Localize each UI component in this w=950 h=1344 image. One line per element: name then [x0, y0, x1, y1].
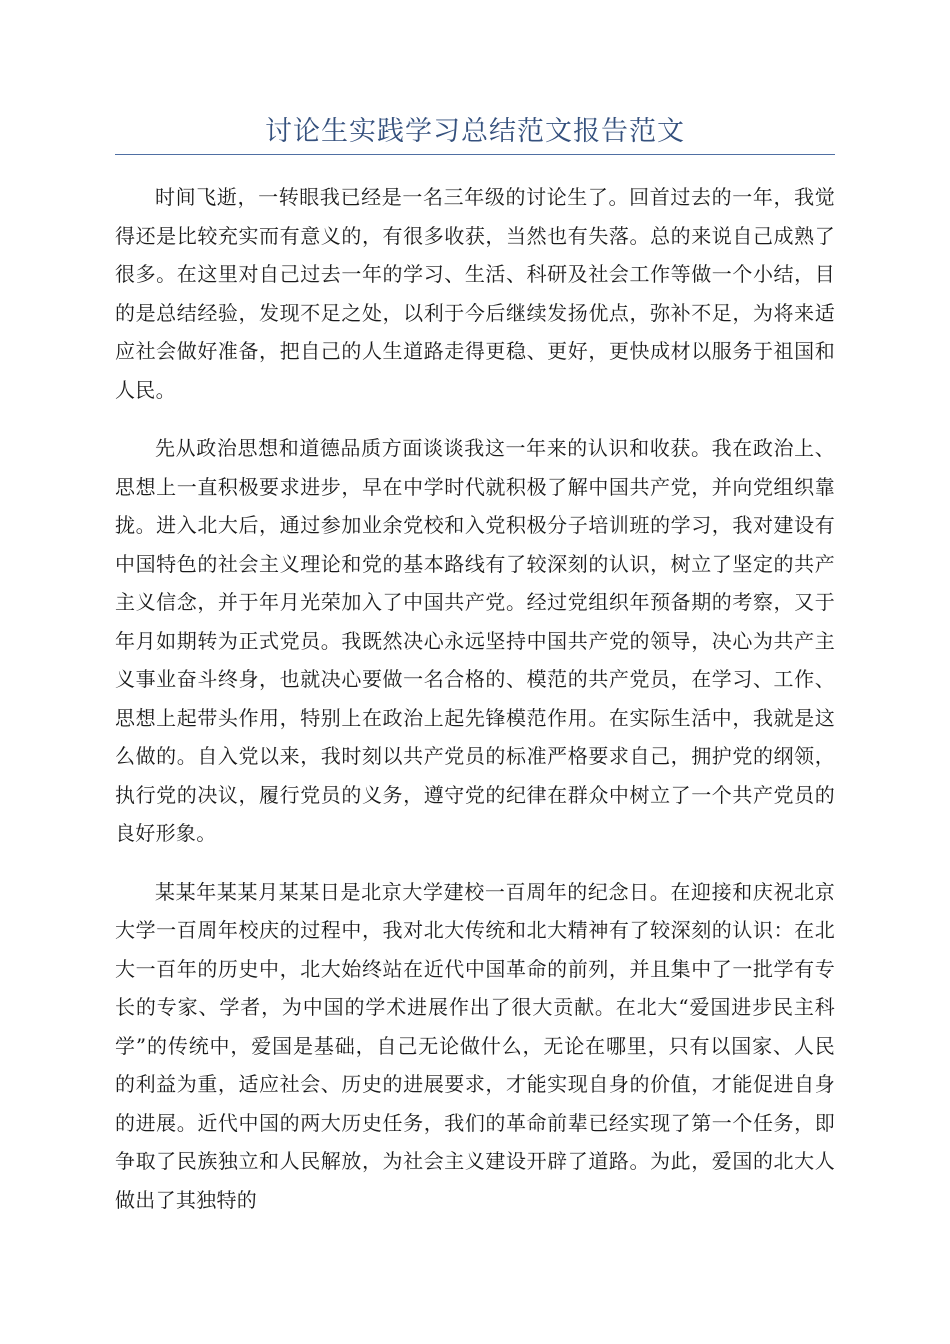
- document-title: 讨论生实践学习总结范文报告范文: [265, 116, 685, 147]
- paragraph-1: 时间飞逝，一转眼我已经是一名三年级的讨论生了。回首过去的一年，我觉得还是比较充实而有意义的，有很多收获，当然也有失落。总的来说自己成熟了很多。在这里对自己过去一年的学习、生活、科研及社会工作等做一个小结，目的是总结经验，发现不足之处，以利于今后继续发扬优点，弥补不足，为将来适应社会做好准备，把自己的人生道路走得更稳、更好，更快成材以服务于祖国和人民。: [115, 185, 835, 402]
- paragraph-3: 某某年某某月某某日是北京大学建校一百周年的纪念日。在迎接和庆祝北京大学一百周年校庆的过程中，我对北大传统和北大精神有了较深刻的认识：在北大一百年的历史中，北大始终站在近代中国革命的前列，并且集中了一批学有专长的专家、学者，为中国的学术进展作出了很大贡献。在北大“爱国进步民主科学”的传统中，爱国是基础，自己无论做什么，无论在哪里，只有以国家、人民的利益为重，适应社会、历史的进展要求，才能实现自身的价值，才能促进自身的进展。近代中国的两大历史任务，我们的革命前辈已经实现了第一个任务，即争取了民族独立和人民解放，为社会主义建设开辟了道路。为此，爱国的北大人做出了其独特的: [115, 879, 835, 1212]
- title-underline: [115, 154, 835, 155]
- document-body: [115, 178, 835, 1239]
- paragraph-2: 先从政治思想和道德品质方面谈谈我这一年来的认识和收获。我在政治上、思想上一直积极要求进步，早在中学时代就积极了解中国共产党，并向党组织靠拢。进入北大后，通过参加业余党校和入党积极分子培训班的学习，我对建设有中国特色的社会主义理论和党的基本路线有了较深刻的认识，树立了坚定的共产主义信念，并于年月光荣加入了中国共产党。经过党组织年预备期的考察，又于年月如期转为正式党员。我既然决心永远坚持中国共产党的领导，决心为共产主义事业奋斗终身，也就决心要做一名合格的、模范的共产党员，在学习、工作、思想上起带头作用，特别上在政治上起先锋模范作用。在实际生活中，我就是这么做的。自入党以来，我时刻以共产党员的标准严格要求自己，拥护党的纲领，执行党的决议，履行党员的义务，遵守党的纪律在群众中树立了一个共产党员的良好形象。: [115, 436, 835, 845]
